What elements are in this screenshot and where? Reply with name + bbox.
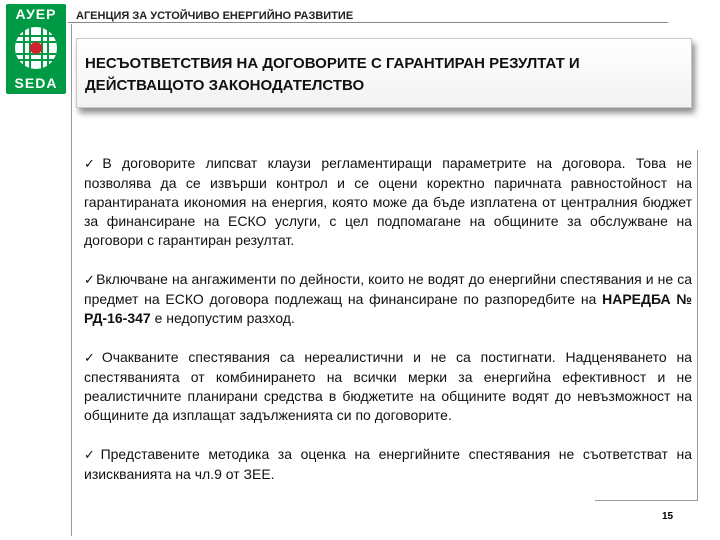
page-number: 15 [662, 511, 674, 522]
checkmark-icon: ✓ [84, 448, 100, 463]
bottom-divider [595, 500, 698, 501]
bullet-3-text: Очакваните спестявания са нереалистични и не са постигнати. Надценяването на спестяванията от комбинирането на всички мерки за енергийна ефективност и не реалистичните планирани средства в бюджетите на общините водят до невъзможност на общините да изплащат задълженията си по договорите. [84, 349, 692, 423]
bullet-3 [84, 348, 692, 425]
bullet-1 [84, 154, 692, 250]
bullet-4 [84, 445, 692, 484]
bullet-2-text-end: е недопустим разход. [150, 310, 295, 326]
header-divider [68, 22, 668, 23]
bullet-2 [84, 270, 692, 328]
regulation-name: НАРЕДБА № РД-16-347 [84, 291, 692, 326]
bullet-4-text: Представените методика за оценка на енергийните спестявания не съответстват на изискванията на чл.9 от ЗЕЕ. [84, 446, 692, 482]
logo-emblem-icon [14, 26, 58, 70]
logo-bottom-text: SEDA [14, 75, 58, 91]
logo-top-text: АУЕР [15, 6, 57, 22]
slide-title: НЕСЪОТВЕТСТВИЯ НА ДОГОВОРИТЕ С ГАРАНТИРАН РЕЗУЛТАТ И ДЕЙСТВАЩОТО ЗАКОНОДАТЕЛСТВО [85, 55, 580, 94]
checkmark-icon: ✓ [84, 157, 102, 172]
agency-name: АГЕНЦИЯ ЗА УСТОЙЧИВО ЕНЕРГИЙНО РАЗВИТИЕ [76, 10, 354, 22]
bullet-2-text: Включване на ангажименти по дейности, които не водят до енергийни спестявания и не са предмет на ЕСКО договора подлежащ на финансиране по разпоредбите на [84, 271, 692, 307]
left-divider [71, 24, 72, 536]
slide-title-box [76, 38, 692, 108]
checkmark-icon: ✓ [84, 351, 101, 366]
right-divider [697, 150, 698, 500]
checkmark-icon: ✓ [84, 273, 96, 288]
bullet-1-text: В договорите липсват клаузи регламентиращи параметрите на договора. Това не позволява да се извърши контрол и се оцени коректно паричната равностойност на гарантираната икономия на енергия, която може да бъде изплатена от централния бюджет за финансиране на ЕСКО услуги, с цел подпомагане на общините за обслужване на договори с гарантиран резултат. [84, 155, 692, 248]
slide-content [84, 154, 692, 504]
seda-logo [6, 4, 66, 94]
